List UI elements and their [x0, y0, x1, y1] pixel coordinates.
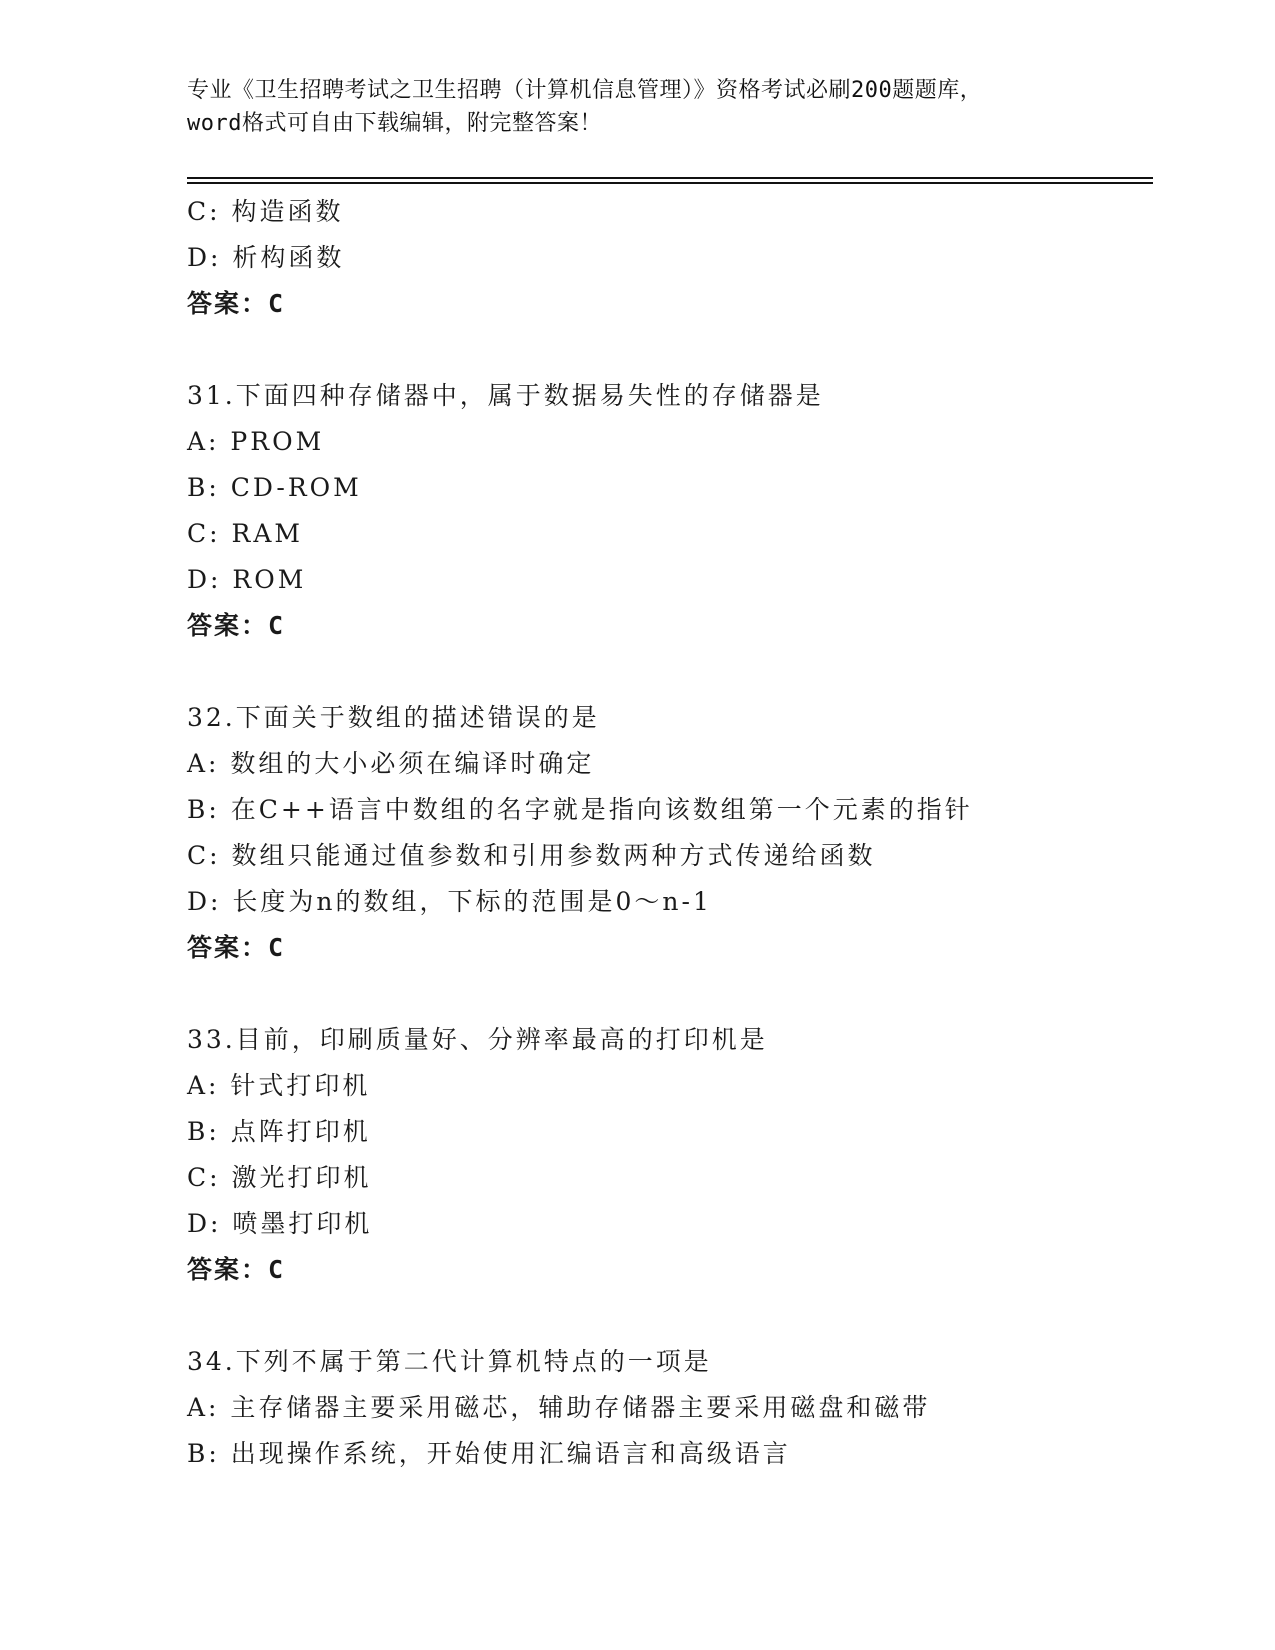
answer: 答案：C [187, 611, 286, 640]
option-d: D: 长度为n的数组，下标的范围是0～n-1 [187, 887, 712, 916]
header-title-line-1: 专业《卫生招聘考试之卫生招聘（计算机信息管理）》资格考试必刷200题题库， [187, 78, 983, 103]
question-32-stem: 32.下面关于数组的描述错误的是 [187, 703, 600, 732]
header-rule-bottom [187, 182, 1153, 184]
question-34-stem: 34.下列不属于第二代计算机特点的一项是 [187, 1347, 712, 1376]
question-list [187, 189, 1167, 1477]
question-33-stem: 33.目前，印刷质量好、分辨率最高的打印机是 [187, 1025, 768, 1054]
answer: 答案：C [187, 933, 286, 962]
header-title-line-2: word格式可自由下载编辑，附完整答案！ [187, 111, 602, 136]
answer: 答案：C [187, 289, 286, 318]
option-a: A: 主存储器主要采用磁芯，辅助存储器主要采用磁盘和磁带 [187, 1393, 931, 1422]
question-31-stem: 31.下面四种存储器中，属于数据易失性的存储器是 [187, 381, 824, 410]
option-c: C: 构造函数 [187, 197, 344, 226]
option-c: C: RAM [187, 519, 303, 548]
option-b: B: CD-ROM [187, 473, 362, 502]
option-a: A: PROM [187, 427, 325, 456]
option-b: B: 点阵打印机 [187, 1117, 371, 1146]
header-rule-top [187, 177, 1153, 179]
option-a: A: 针式打印机 [187, 1071, 371, 1100]
option-d: D: ROM [187, 565, 307, 594]
option-b: B: 在C++语言中数组的名字就是指向该数组第一个元素的指针 [187, 795, 973, 824]
option-b: B: 出现操作系统，开始使用汇编语言和高级语言 [187, 1439, 791, 1468]
option-d: D: 析构函数 [187, 243, 345, 272]
document-header [187, 74, 1167, 140]
option-c: C: 数组只能通过值参数和引用参数两种方式传递给函数 [187, 841, 876, 870]
option-c: C: 激光打印机 [187, 1163, 372, 1192]
option-d: D: 喷墨打印机 [187, 1209, 373, 1238]
answer: 答案：C [187, 1255, 286, 1284]
option-a: A: 数组的大小必须在编译时确定 [187, 749, 595, 778]
